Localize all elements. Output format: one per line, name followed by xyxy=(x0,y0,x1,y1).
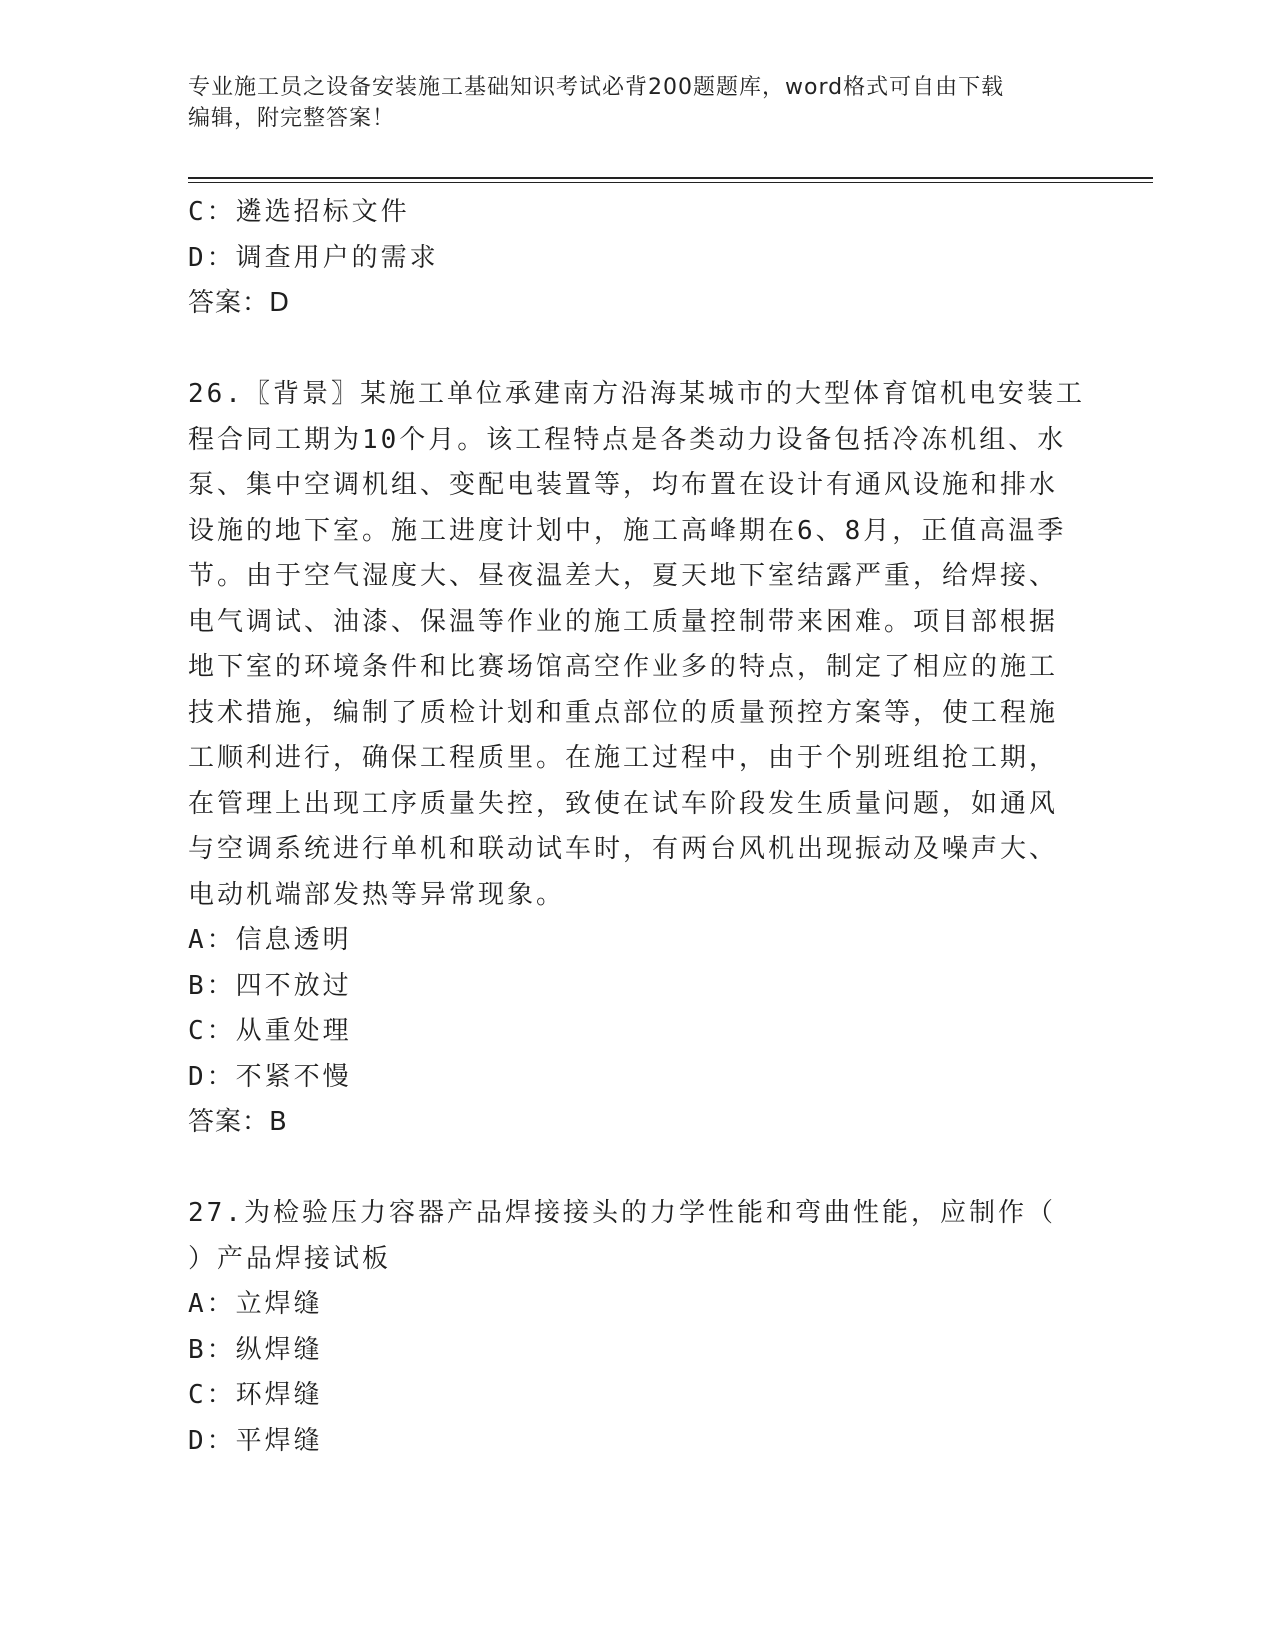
q26-stem-line: 电动机端部发热等异常现象。 xyxy=(188,879,566,910)
q26-option-d: D：不紧不慢 xyxy=(188,1061,352,1092)
q26-stem-line: 地下室的环境条件和比赛场馆高空作业多的特点，制定了相应的施工 xyxy=(188,652,1059,682)
q26-option-a: A：信息透明 xyxy=(188,925,352,955)
prev-option-c: C：遴选招标文件 xyxy=(188,197,410,227)
question-26 xyxy=(188,372,1085,1146)
q26-option-b: B：四不放过 xyxy=(188,970,352,1001)
q26-stem-line: 与空调系统进行单机和联动试车时，有两台风机出现振动及噪声大、 xyxy=(188,834,1059,864)
q27-option-d: D：平焊缝 xyxy=(188,1425,323,1456)
q26-stem-line: 泵、集中空调机组、变配电装置等，均布置在设计有通风设施和排水 xyxy=(188,470,1059,500)
q26-stem-line: 节。由于空气湿度大、昼夜温差大，夏天地下室结露严重，给焊接、 xyxy=(188,561,1059,591)
spacer xyxy=(188,327,1068,373)
q27-stem-line: ）产品焊接试板 xyxy=(188,1243,392,1274)
q26-stem-line: 电气调试、油漆、保温等作业的施工质量控制带来困难。项目部根据 xyxy=(188,606,1059,637)
q26-answer: 答案：B xyxy=(188,1107,288,1137)
q26-stem-line: 程合同工期为10个月。该工程特点是各类动力设备包括冷冻机组、水 xyxy=(188,424,1067,455)
q27-option-b: B：纵焊缝 xyxy=(188,1334,323,1365)
q26-stem-line: 26.〖背景〗某施工单位承建南方沿海某城市的大型体育馆机电安装工 xyxy=(188,379,1085,409)
q27-stem-line: 27.为检验压力容器产品焊接接头的力学性能和弯曲性能，应制作（ xyxy=(188,1198,1056,1228)
q27-option-c: C：环焊缝 xyxy=(188,1380,323,1410)
header-title-line-2: 编辑，附完整答案！ xyxy=(188,106,396,131)
header-divider-thin xyxy=(188,182,1153,183)
prev-answer: 答案：D xyxy=(188,288,291,318)
spacer xyxy=(188,1146,1068,1192)
q27-option-a: A：立焊缝 xyxy=(188,1289,323,1319)
q26-stem-line: 技术措施，编制了质检计划和重点部位的质量预控方案等，使工程施 xyxy=(188,697,1059,728)
document-body xyxy=(188,190,1085,1464)
document-header xyxy=(188,72,1068,134)
prev-option-d: D：调查用户的需求 xyxy=(188,242,439,273)
question-27 xyxy=(188,1191,1068,1464)
q26-stem-line: 工顺利进行，确保工程质里。在施工过程中，由于个别班组抢工期， xyxy=(188,743,1059,773)
q26-stem-line: 设施的地下室。施工进度计划中，施工高峰期在6、8月，正值高温季 xyxy=(188,515,1067,546)
header-divider-thick xyxy=(188,177,1153,179)
q26-option-c: C：从重处理 xyxy=(188,1016,352,1046)
q26-stem-line: 在管理上出现工序质量失控，致使在试车阶段发生质量问题，如通风 xyxy=(188,788,1059,819)
header-title-line-1: 专业施工员之设备安装施工基础知识考试必背200题题库，word格式可自由下载 xyxy=(188,75,1005,100)
